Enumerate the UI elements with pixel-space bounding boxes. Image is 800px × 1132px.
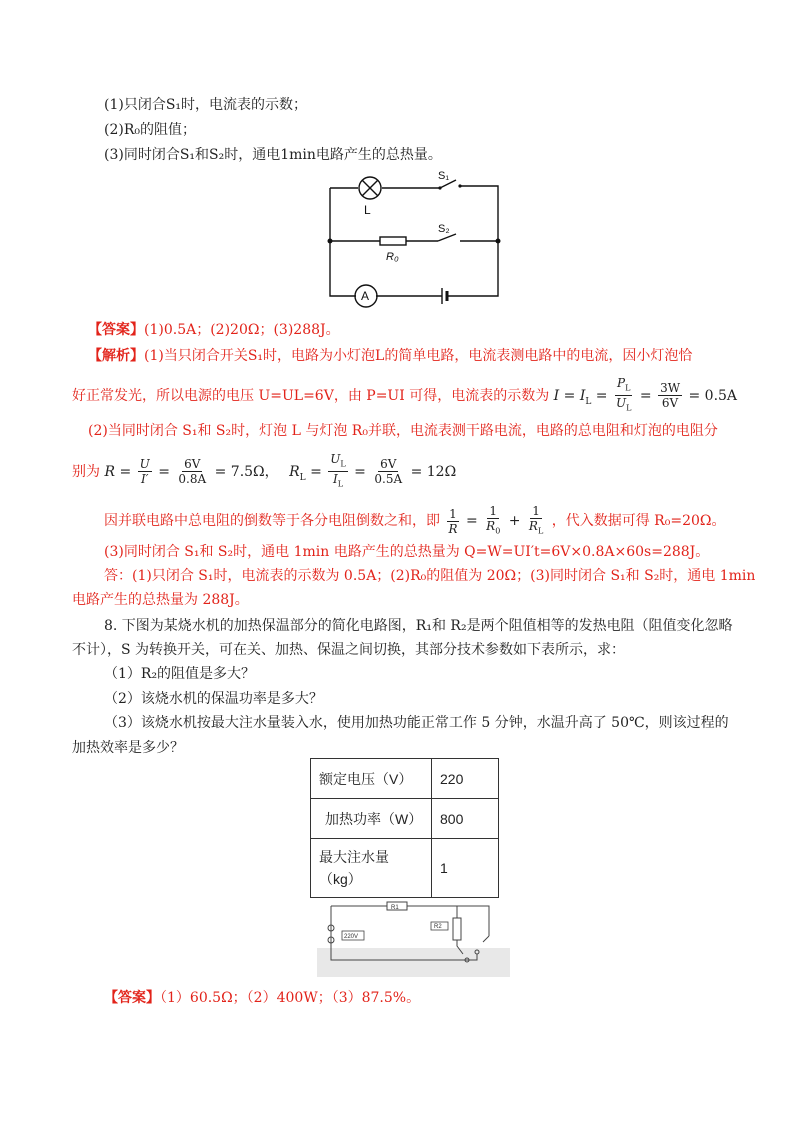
formula-lamp-resistance: $R_L$ = $\frac{U_L}{I_L}$ = $\frac{6V}{0.5A}$ = 12Ω	[289, 464, 456, 480]
fraction	[658, 381, 682, 410]
frac-den: 6V	[661, 396, 679, 411]
analysis-p5b: 电路产生的总热量为 288J。	[72, 592, 249, 608]
answer-text: （1）60.5Ω；（2）400W；（3）87.5%。	[160, 990, 421, 1006]
answer-tag: 【答案】	[88, 322, 144, 338]
frac-num: 3W	[660, 381, 681, 396]
question-8-sub-1: （1）R₂的阻值是多大？	[104, 666, 256, 682]
table-cell-label-line: 最大注水量	[319, 849, 389, 865]
switch-s1-label: S₁	[438, 170, 450, 182]
table-cell-label-line: （kg）	[319, 871, 362, 887]
answer-text: (1)0.5A；(2)20Ω；(3)288J。	[144, 322, 340, 338]
table-row	[311, 759, 499, 799]
r1-label: R1	[391, 905, 399, 911]
question-8-line-1: 8. 下图为某烧水机的加热保温部分的简化电路图，R₁和 R₂是两个阻值相等的发热电阻（阻值变化忽略	[104, 618, 733, 634]
fraction	[372, 457, 404, 486]
frac-den: R	[448, 521, 458, 536]
fraction: $\frac{1}{R_L}$	[528, 504, 544, 536]
table-cell-label: 额定电压（V）	[311, 759, 432, 799]
formula-lhs: R	[289, 463, 300, 480]
formula-current: $I = I_L$ = $\frac{P_L}{U_L}$ = $\frac{3W}{6V}$ = 0.5A	[554, 388, 737, 404]
analysis-text-4: 因并联电路中总电阻的倒数等于各分电阻倒数之和，即	[104, 513, 440, 530]
frac-num: U	[139, 457, 150, 472]
question-8-sub-2: （2）该烧水机的保温功率是多大？	[104, 691, 323, 707]
analysis-p2a: (2)当同时闭合 S₁和 S₂时，灯泡 L 与灯泡 R₀并联，电流表测干路电流，电路的总电阻和灯泡的电阻分	[88, 423, 718, 439]
frac-den: 0.5A	[374, 472, 403, 487]
table-row	[311, 799, 499, 839]
switch-s2-label: S₂	[438, 223, 450, 235]
spec-table	[310, 758, 499, 898]
analysis-p2b	[72, 452, 456, 492]
fraction: $\frac{P_L}{U_L}$	[615, 376, 632, 413]
frac-num: 1	[489, 504, 498, 518]
lamp-label: L	[364, 203, 371, 217]
analysis-text-2: 好正常发光，所以电源的电压 U=UL=6V，由 P=UI 可得，电流表的示数为	[72, 387, 550, 404]
formula-result: = 7.5Ω，	[214, 463, 279, 480]
fraction: $\frac{U_L}{I_L}$	[330, 452, 346, 489]
frac-den: R	[486, 519, 496, 533]
r0-label: R₀	[386, 251, 399, 263]
question-part-3: (3)同时闭合S₁和S₂时，通电1min电路产生的总热量。	[104, 147, 442, 163]
analysis-p4: (3)同时闭合 S₁和 S₂时，通电 1min 电路产生的总热量为 Q=W=UI′t=6V×0.8A×60s=288J。	[104, 544, 710, 560]
frac-den: I′	[140, 472, 149, 487]
fraction	[176, 457, 208, 486]
source-label: 220V	[344, 934, 359, 940]
frac-den: 0.8A	[178, 472, 207, 487]
analysis-text-5: ，代入数据可得 R₀=20Ω。	[551, 513, 726, 530]
table-cell-value: 1	[432, 839, 499, 898]
analysis-p3	[104, 504, 726, 538]
formula-total-resistance: R = $\frac{U}{I'}$ = $\frac{6V}{0.8A}$ = 7.5Ω，	[104, 457, 279, 487]
circuit-diagram-2	[317, 890, 510, 977]
answer-2	[104, 988, 420, 1008]
table-row	[311, 839, 499, 898]
question-8-sub-3b: 加热效率是多少？	[72, 740, 184, 756]
formula-result: = 0.5A	[688, 387, 738, 404]
frac-num: P	[617, 376, 626, 390]
circuit-diagram-1	[320, 168, 510, 310]
analysis-p1a	[88, 346, 692, 366]
ammeter-label: A	[361, 289, 370, 303]
analysis-p5a: 答：(1)只闭合 S₁时，电流表的示数为 0.5A；(2)R₀的阻值为 20Ω；(3)同时闭合 S₁和 S₂时，通电 1min	[104, 568, 756, 584]
fraction: $\frac{1}{R_0}$	[486, 504, 501, 536]
frac-den: U	[615, 396, 627, 411]
answer-tag: 【答案】	[104, 990, 160, 1006]
formula-result: = 12Ω	[410, 463, 457, 480]
analysis-tag: 【解析】	[88, 348, 144, 364]
analysis-text-1: (1)当只闭合开关S₁时，电路为小灯泡L的简单电路，电流表测电路中的电流，因小灯泡恰	[144, 348, 693, 364]
table-cell-value: 220	[432, 759, 499, 799]
formula-lhs: I = I	[553, 387, 586, 404]
formula-lhs: R =	[104, 463, 132, 480]
question-8-line-2: 不计），S 为转换开关，可在关、加热、保温之间切换，其部分技术参数如下表所示，求：	[72, 642, 626, 658]
fraction	[446, 507, 459, 536]
table-cell-label: 加热功率（W）	[311, 799, 432, 839]
question-part-2: (2)R₀的阻值；	[104, 122, 196, 138]
fraction	[138, 457, 152, 486]
frac-num: U	[330, 452, 341, 466]
frac-den: R	[528, 519, 538, 533]
analysis-text-3: 别为	[72, 463, 100, 480]
analysis-p1b	[72, 376, 737, 416]
frac-num: 1	[449, 506, 457, 521]
question-part-1: (1)只闭合S₁时，电流表的示数；	[104, 97, 308, 113]
table-cell-label	[311, 839, 432, 898]
answer-1	[88, 320, 340, 340]
formula-parallel: $\frac{1}{R}$ = $\frac{1}{R_0}$ + $\frac{1}{R_L}$	[444, 513, 551, 529]
table-cell-value: 800	[432, 799, 499, 839]
frac-num: 1	[532, 504, 540, 518]
frac-num: 6V	[380, 457, 397, 472]
frac-num: 6V	[184, 457, 201, 472]
r2-label: R2	[434, 924, 442, 930]
frac-den: I	[332, 472, 338, 487]
question-8-sub-3a: （3）该烧水机按最大注水量装入水，使用加热功能正常工作 5 分钟，水温升高了 50℃，则该过程的	[104, 715, 729, 731]
